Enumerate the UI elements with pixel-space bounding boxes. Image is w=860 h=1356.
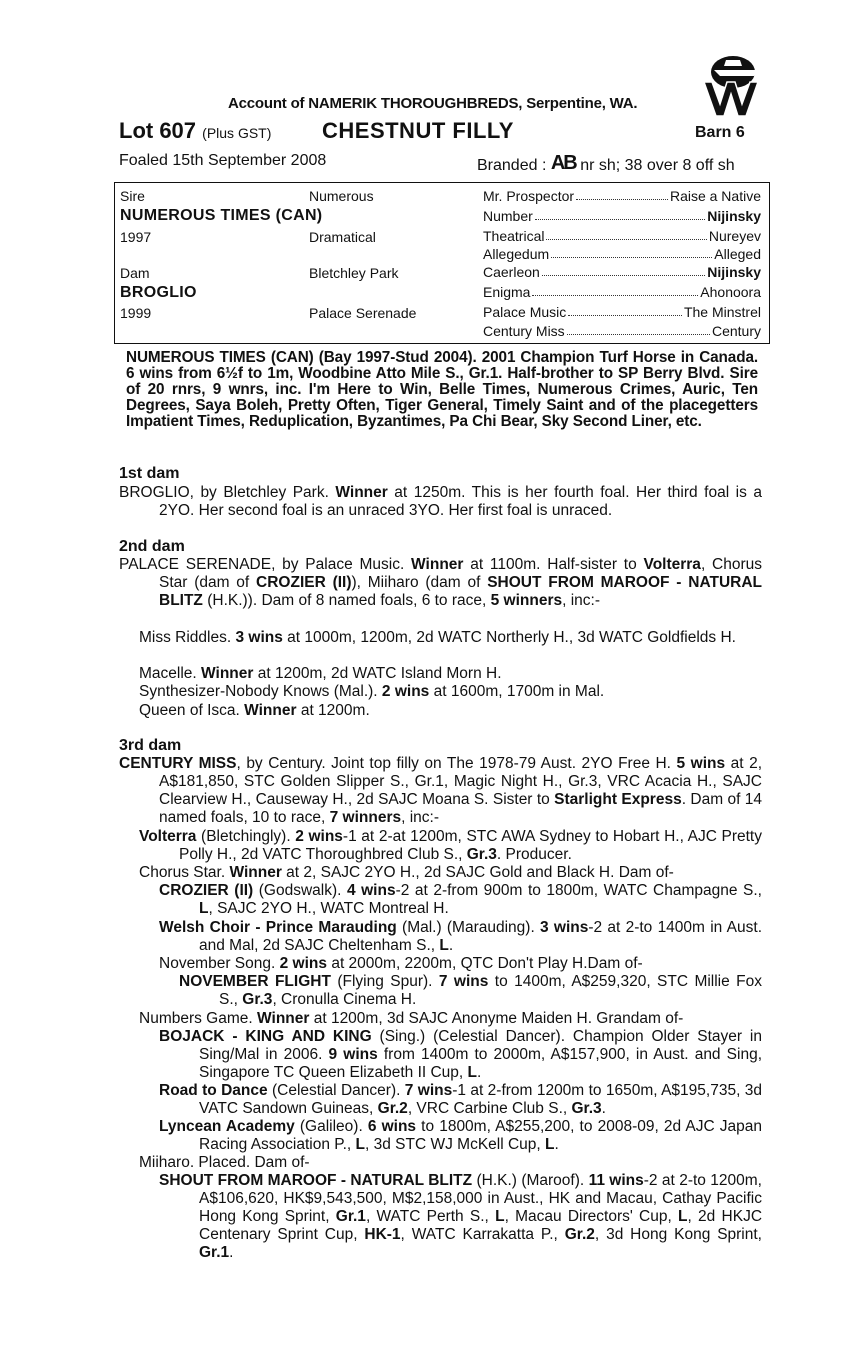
second-dam-text: PALACE SERENADE, by Palace Music. Winner at 1100m. Half-sister to Volterra, Chorus Star (dam of CROZIER (II)), Miiharo (dam of SHOUT FROM MAROOF - NATURAL BLITZ (H.K.)). Dam of 8 named foals, 6 to race, 5 winners, inc:- [119,556,762,609]
progeny-entry: Lyncean Academy (Galileo). 6 wins to 1800m, A$255,200, to 2008-09, 2d AJC Japan Racing Association P., L, 3d STC WJ McKell Cup, L. [159,1118,762,1153]
sire-label: Sire [120,188,145,204]
progeny-entry: Volterra (Bletchingly). 2 wins-1 at 2-at 1200m, STC AWA Sydney to Hobart H., AJC Pretty Polly H., 2d VATC Thoroughbred Club S., Gr.3. Producer. [139,828,762,863]
progeny-entry: NOVEMBER FLIGHT (Flying Spur). 7 wins to 1400m, A$259,320, STC Millie Fox S., Gr.3, Cronulla Cinema H. [179,973,762,1008]
dam-dam: Palace Serenade [309,305,417,321]
grandparent-row: Allegedum Alleged [483,246,761,262]
progeny-entry: November Song. 2 wins at 2000m, 2200m, QTC Don't Play H.Dam of- [159,955,643,972]
vendor-account: Account of NAMERIK THOROUGHBREDS, Serpentine, WA. [228,95,638,112]
progeny-entry: Miiharo. Placed. Dam of- [139,1154,310,1171]
progeny-entry: SHOUT FROM MAROOF - NATURAL BLITZ (H.K.) (Maroof). 11 wins-2 at 2-to 1200m, A$106,620, HK$9,543,500, M$2,158,000 in Aust., HK and Macau, Cathay Pacific Hong Kong Sprint, Gr.1, WATC Perth S., L, Macau Directors' Cup, L, 2d HKJC Centenary Sprint Cup, HK-1, WATC Karrakatta P., Gr.2, 3d Hong Kong Sprint, Gr.1. [159,1172,763,1261]
first-dam-heading: 1st dam [119,465,180,482]
third-dam-heading: 3rd dam [119,737,182,754]
progeny-entry: Welsh Choir - Prince Marauding (Mal.) (Marauding). 3 wins-2 at 2-to 1400m in Aust. and Mal, 2d SAJC Cheltenham S., L. [159,919,763,954]
progeny-entry: Synthesizer-Nobody Knows (Mal.). 2 wins at 1600m, 1700m in Mal. [139,683,605,700]
dam-sire: Bletchley Park [309,265,399,281]
grandparent-row: Theatrical Nureyev [483,228,761,244]
progeny-entry: BOJACK - KING AND KING (Sing.) (Celestial Dancer). Champion Older Stayer in Sing/Mal in 2006. 9 wins from 1400m to 2000m, A$157,900, in Aust. and Sing, Singapore TC Queen Elizabeth II Cup, L. [159,1028,763,1081]
sire-summary: NUMEROUS TIMES (CAN) (Bay 1997-Stud 2004). 2001 Champion Turf Horse in Canada. 6 wins from 6½f to 1m, Woodbine Atto Mile S., Gr.1. Half-brother to SP Berry Blvd. Sire of 20 rnrs, 9 wnrs, inc. I'm Here to Win, Belle Times, Numerous Crimes, Auric, Ten Degrees, Saya Boleh, Pretty Often, Tiger General, Timely Saint and of the placegetters Impatient Times, Reduplication, Byzantimes, Pa Chi Bear, Sky Second Liner, etc. [126,349,758,430]
brand-mark: AB [550,152,576,174]
barn-number: Barn 6 [695,124,745,141]
first-dam-text: BROGLIO, by Bletchley Park. Winner at 1250m. This is her fourth foal. Her third foal is a 2YO. Her second foal is an unraced 3YO. Her first foal is unraced. [119,484,762,519]
sire-sire: Numerous [309,188,374,204]
grandparent-row: Number Nijinsky [483,208,761,224]
grandparent-row: Enigma Ahonoora [483,284,761,300]
pedigree-table [114,182,770,344]
progeny-entry: Road to Dance (Celestial Dancer). 7 wins-1 at 2-from 1200m to 1650m, A$195,735, 3d VATC Sandown Guineas, Gr.2, VRC Carbine Club S., Gr.3. [159,1082,762,1117]
progeny-entry: CROZIER (II) (Godswalk). 4 wins-2 at 2-from 900m to 1800m, WATC Champagne S., L, SAJC 2YO H., WATC Montreal H. [159,882,762,917]
grandparent-row: Mr. Prospector Raise a Native [483,188,761,204]
grandparent-row: Century Miss Century [483,323,761,339]
dam-name: BROGLIO [120,284,197,301]
w-club-logo-icon [700,52,762,118]
gst-note: (Plus GST) [202,125,272,141]
progeny-entry: Numbers Game. Winner at 1200m, 3d SAJC Anonyme Maiden H. Grandam of- [139,1010,684,1027]
second-dam-heading: 2nd dam [119,538,185,555]
dam-year: 1999 [120,305,152,321]
sire-dam: Dramatical [309,229,376,245]
grandparent-row: Caerleon Nijinsky [483,264,761,280]
foaled-date: Foaled 15th September 2008 [119,152,327,169]
progeny-entry: Chorus Star. Winner at 2, SAJC 2YO H., 2d SAJC Gold and Black H. Dam of- [139,864,674,881]
third-dam-text: CENTURY MISS, by Century. Joint top filly on The 1978-79 Aust. 2YO Free H. 5 wins at 2, A$181,850, STC Golden Slipper S., Gr.1, Magic Night H., Gr.3, VRC Acacia H., SAJC Clearview H., Causeway H., 2d SAJC Moana S. Sister to Starlight Express. Dam of 14 named foals, 10 to race, 7 winners, inc:- [119,755,763,826]
progeny-entry: Miss Riddles. 3 wins at 1000m, 1200m, 2d WATC Northerly H., 3d WATC Goldfields H. [139,629,736,646]
sire-name: NUMEROUS TIMES (CAN) [120,207,323,224]
grandparent-row: Palace Music The Minstrel [483,304,761,320]
progeny-entry: Queen of Isca. Winner at 1200m. [139,702,370,719]
progeny-entry: Macelle. Winner at 1200m, 2d WATC Island Morn H. [139,665,502,682]
branded-info: Branded : AB nr sh; 38 over 8 off sh [477,152,735,174]
dam-label: Dam [120,265,150,281]
sire-year: 1997 [120,229,152,245]
horse-description: CHESTNUT FILLY [322,118,514,143]
lot-number: Lot 607 (Plus GST) [119,118,272,143]
